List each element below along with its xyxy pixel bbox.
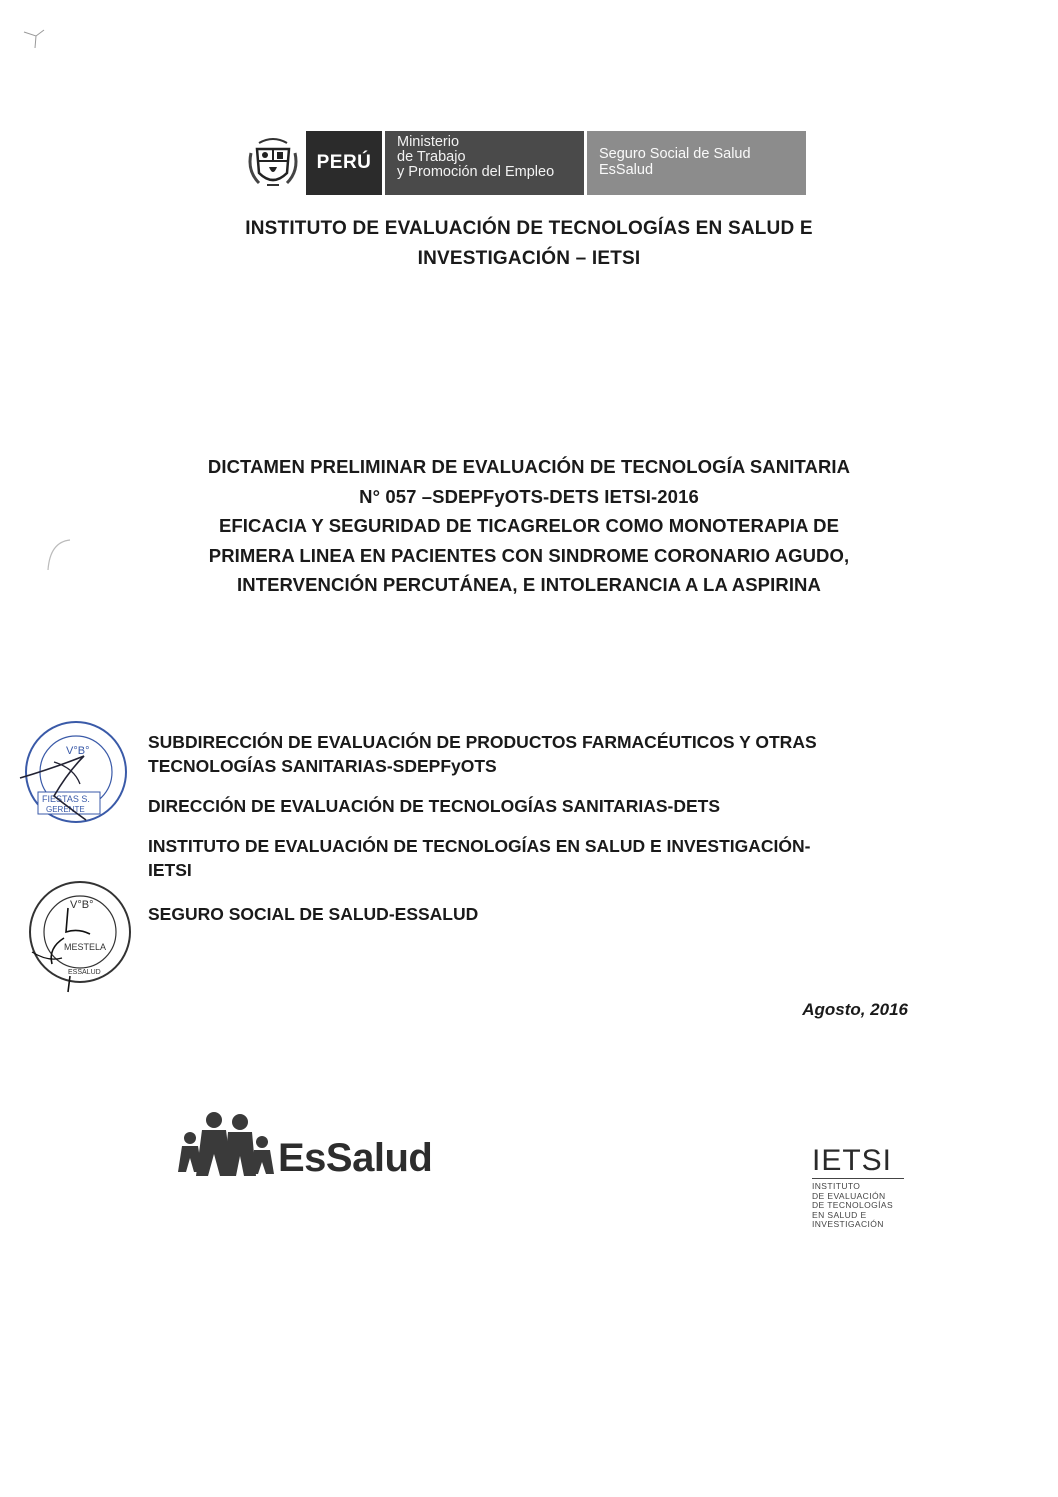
- family-figures-icon: [176, 1112, 274, 1178]
- document-date: Agosto, 2016: [802, 1000, 908, 1019]
- stamp-text: GERENTE: [46, 805, 85, 814]
- essalud-banner-line: Seguro Social de Salud: [599, 146, 751, 162]
- institute-title-line: INSTITUTO DE EVALUACIÓN DE TECNOLOGÍAS EN SALUD E: [245, 218, 813, 239]
- ietsi-subtitle-line: INVESTIGACIÓN: [812, 1219, 884, 1229]
- essalud-logo-text: EsSalud: [278, 1136, 433, 1180]
- scan-mark-icon: [20, 24, 50, 54]
- approval-stamp-icon: [18, 872, 140, 994]
- dictamen-line: EFICACIA Y SEGURIDAD DE TICAGRELOR COMO MONOTERAPIA DE: [218, 515, 840, 536]
- ietsi-logo-text: IETSI: [812, 1144, 893, 1177]
- stamp-text: V°B°: [66, 745, 90, 757]
- dictamen-line: INTERVENCIÓN PERCUTÁNEA, E INTOLERANCIA A LA ASPIRINA: [237, 574, 821, 595]
- instituto-line: INSTITUTO DE EVALUACIÓN DE TECNOLOGÍAS EN SALUD E INVESTIGACIÓN-: [148, 836, 811, 856]
- essalud-logo: [176, 1112, 432, 1178]
- approval-stamp-icon: [14, 712, 136, 834]
- seguro-social-label: SEGURO SOCIAL DE SALUD-ESSALUD: [148, 904, 479, 924]
- dictamen-line: N° 057 –SDEPFyOTS-DETS IETSI-2016: [359, 485, 699, 507]
- ministry-label: [382, 131, 584, 195]
- ietsi-subtitle-line: INSTITUTO: [812, 1181, 861, 1191]
- instituto-line: IETSI: [148, 860, 192, 880]
- stamp-text: ESSALUD: [68, 969, 101, 976]
- institute-title-line: INVESTIGACIÓN – IETSI: [417, 248, 641, 269]
- stamp-text: FIESTAS S.: [42, 794, 90, 804]
- scan-mark-icon: [44, 536, 74, 576]
- dictamen-title: [120, 452, 938, 600]
- ietsi-subtitle-line: DE EVALUACIÓN: [812, 1190, 886, 1201]
- government-banner: [240, 131, 806, 195]
- direccion-label: DIRECCIÓN DE EVALUACIÓN DE TECNOLOGÍAS SANITARIAS-DETS: [148, 796, 721, 816]
- subdireccion-line: SUBDIRECCIÓN DE EVALUACIÓN DE PRODUCTOS FARMACÉUTICOS Y OTRAS: [148, 732, 817, 752]
- ietsi-logo: [812, 1146, 904, 1230]
- stamp-text: V°B°: [70, 899, 94, 911]
- dictamen-line: DICTAMEN PRELIMINAR DE EVALUACIÓN DE TECNOLOGÍA SANITARIA: [207, 456, 851, 477]
- ietsi-subtitle-line: DE TECNOLOGÍAS: [812, 1200, 894, 1210]
- dictamen-line: PRIMERA LINEA EN PACIENTES CON SINDROME CORONARIO AGUDO,: [208, 544, 850, 566]
- essalud-banner-line: EsSalud: [599, 162, 654, 178]
- essalud-banner-label: [584, 131, 806, 195]
- subdireccion-line: TECNOLOGÍAS SANITARIAS-SDEPFyOTS: [148, 756, 497, 776]
- stamp-text: MESTELA: [64, 942, 107, 952]
- subdireccion-label: [148, 730, 908, 778]
- institute-title: [0, 214, 1058, 274]
- ietsi-logo-divider: [812, 1178, 904, 1179]
- instituto-label: [148, 834, 908, 882]
- coat-of-arms-icon: [240, 131, 306, 195]
- ministry-line: de Trabajo: [397, 149, 466, 165]
- ministry-line: Ministerio: [397, 134, 460, 150]
- ietsi-subtitle-line: EN SALUD E: [812, 1209, 867, 1220]
- peru-label: PERÚ: [306, 131, 382, 195]
- ministry-line: y Promoción del Empleo: [397, 164, 555, 180]
